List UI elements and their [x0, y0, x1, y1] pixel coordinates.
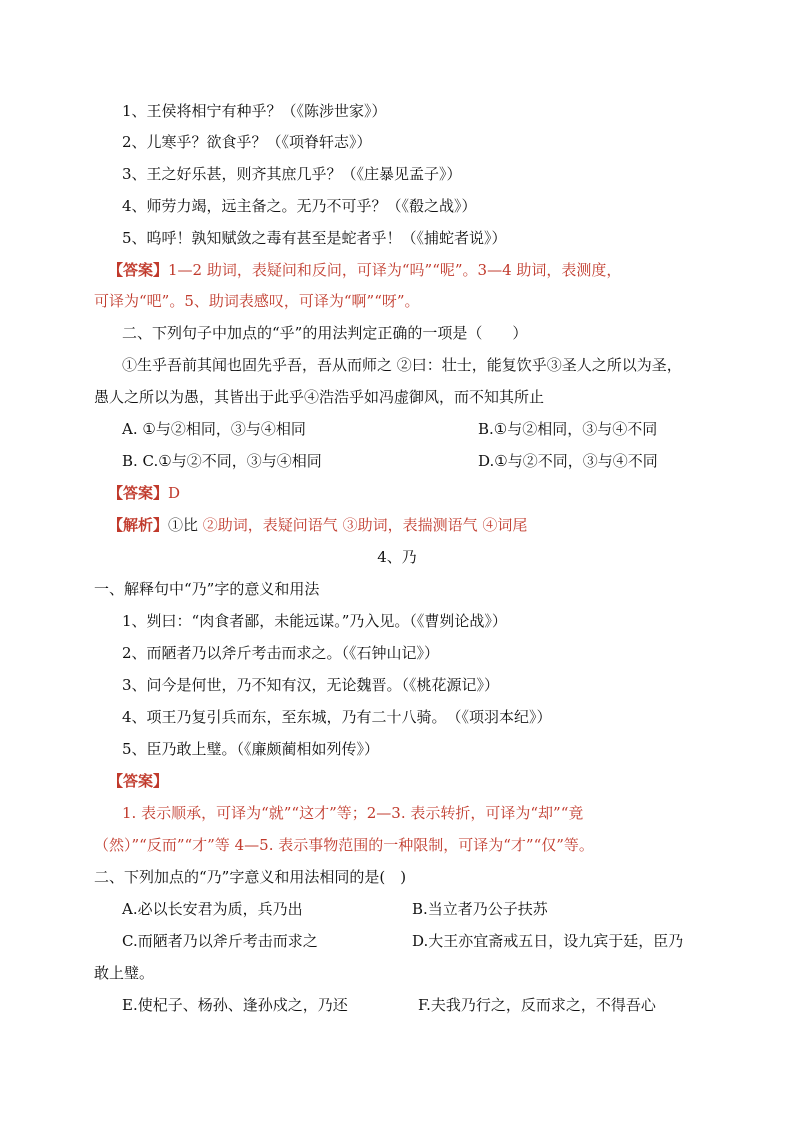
- answer-label: 【答案】: [108, 484, 169, 502]
- nai-option-d-cont: 敢上璧。: [94, 964, 155, 982]
- hu-item-3: 3、王之好乐甚，则齐其庶几乎？（《庄暴见孟子》）: [122, 165, 462, 183]
- nai-option-d: D.大王亦宜斋戒五日，设九宾于廷，臣乃: [412, 932, 684, 950]
- nai-option-f: F.夫我乃行之，反而求之，不得吾心: [418, 996, 656, 1014]
- nai-option-c: C.而陋者乃以斧斤考击而求之: [122, 932, 318, 950]
- nai-option-a: A.必以长安君为质，兵乃出: [122, 900, 303, 918]
- nai-answer-label: 【答案】: [108, 772, 169, 790]
- nai-item-5: 5、臣乃敢上璧。（《廉颇蔺相如列传》）: [122, 740, 380, 758]
- section-heading: 4、乃: [377, 548, 417, 566]
- nai-option-e: E.使杞子、杨孙、逢孙戍之，乃还: [122, 996, 348, 1014]
- nai-q1-title: 一、解释句中“乃”字的意义和用法: [94, 580, 320, 598]
- hu-item-4: 4、师劳力竭，远主备之。无乃不可乎？（《殽之战》）: [122, 197, 477, 215]
- hu-answer-cont: 可译为“吧”。5、助词表感叹，可译为“啊”“呀”。: [94, 292, 420, 310]
- hu-option-b: B.①与②相同，③与④不同: [478, 420, 658, 438]
- nai-item-1: 1、刿曰：“肉食者鄙，未能远谋。”乃入见。（《曹刿论战》）: [122, 612, 507, 630]
- hu-item-5: 5、呜呼！孰知赋敛之毒有甚至是蛇者乎！（《捕蛇者说》）: [122, 229, 507, 247]
- hu-item-1: 1、王侯将相宁有种乎？（《陈涉世家》）: [122, 102, 387, 120]
- hu-option-d: D.①与②不同，③与④不同: [478, 452, 658, 470]
- nai-option-b: B.当立者乃公子扶苏: [412, 900, 548, 918]
- answer-value: D: [168, 484, 181, 502]
- nai-q2-title: 二、下列加点的“乃”字意义和用法相同的是( ): [94, 868, 407, 886]
- nai-item-2: 2、而陋者乃以斧斤考击而求之。（《石钟山记》）: [122, 644, 440, 662]
- nai-item-3: 3、问今是何世，乃不知有汉，无论魏晋。（《桃花源记》）: [122, 676, 500, 694]
- hu-q2-sentence-2: 愚人之所以为愚，其皆出于此乎④浩浩乎如冯虚御风，而不知其所止: [94, 388, 545, 406]
- hu-q2-sentence-1: ①生乎吾前其闻也固先乎吾，吾从而师之 ②曰：壮士，能复饮乎③圣人之所以为圣，: [122, 356, 682, 374]
- hu-option-a: A. ①与②相同，③与④相同: [122, 420, 306, 438]
- analysis-black-text: ①比: [168, 516, 199, 534]
- analysis-red-text: ②助词，表疑问语气 ③助词，表揣测语气 ④词尾: [198, 516, 528, 534]
- hu-q2-title: 二、下列句子中加点的“乎”的用法判定正确的一项是（ ）: [122, 324, 528, 342]
- nai-item-4: 4、项王乃复引兵而东，至东城，乃有二十八骑。 （《项羽本纪》）: [122, 708, 552, 726]
- answer-text: 1—2 助词，表疑问和反问，可译为“吗”“呢”。3—4 助词，表测度，: [168, 261, 622, 279]
- nai-answer-line-2: （然）”“反而”“才”等 4—5. 表示事物范围的一种限制，可译为“才”“仅”等。: [94, 836, 594, 854]
- hu-option-c: B. C.①与②不同，③与④相同: [122, 452, 322, 470]
- analysis-label: 【解析】: [108, 516, 169, 534]
- hu-q2-answer: [108, 482, 180, 504]
- hu-answer: [108, 259, 621, 281]
- hu-analysis: [108, 514, 527, 536]
- answer-label: 【答案】: [108, 261, 169, 279]
- nai-answer-line-1: 1. 表示顺承，可译为“就”“这才”等；2—3. 表示转折，可译为“却”“竟: [122, 804, 584, 822]
- hu-item-2: 2、儿寒乎？欲食乎？（《项脊轩志》）: [122, 133, 372, 151]
